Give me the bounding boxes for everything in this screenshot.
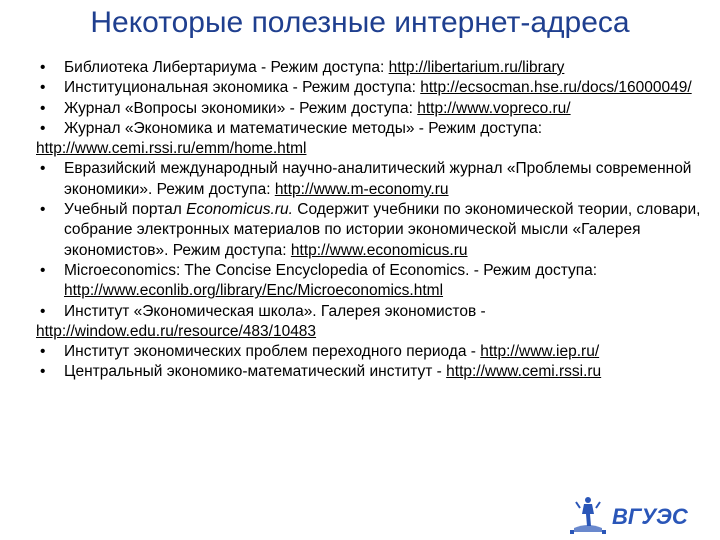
item-link[interactable]: http://www.econlib.org/library/Enc/Microeconomics.html xyxy=(64,282,444,300)
university-logo xyxy=(566,492,706,536)
bullet: • xyxy=(40,302,46,320)
item-link[interactable]: http://libertarium.ru/library xyxy=(388,59,565,76)
logo-text: ВГУЭС xyxy=(612,504,688,529)
list-item xyxy=(36,200,706,261)
bullet: • xyxy=(40,261,46,279)
list-item xyxy=(36,159,706,200)
item-text: Содержит учебники по экономической теории, словари, собрание электронных материалов по истории экономической мысли «Галерея экономистов». Режим доступа: xyxy=(64,201,701,259)
links-list xyxy=(36,58,706,383)
page-title: Некоторые полезные интернет-адреса xyxy=(90,6,630,39)
item-text: Евразийский международный научно-аналитический журнал «Проблемы современной экономики». Режим доступа: xyxy=(64,160,692,198)
list-item xyxy=(36,261,706,302)
list-item xyxy=(36,99,706,119)
bullet: • xyxy=(40,59,46,76)
item-text: Журнал «Вопросы экономики» - Режим доступа: xyxy=(64,99,418,117)
bullet: • xyxy=(40,343,46,361)
bullet: • xyxy=(40,160,46,178)
list-item xyxy=(36,342,706,362)
item-link[interactable]: http://www.cemi.rssi.ru/emm/home.html xyxy=(36,140,307,158)
bullet: • xyxy=(40,363,46,381)
item-text: Центральный экономико-математический институт - xyxy=(64,363,447,381)
item-link[interactable]: http://www.vopreco.ru/ xyxy=(417,99,571,117)
item-link[interactable]: http://www.m-economy.ru xyxy=(274,180,449,198)
item-link[interactable]: http://ecsocman.hse.ru/docs/16000049/ xyxy=(420,79,692,97)
item-text: Библиотека Либертариума - Режим доступа: xyxy=(64,59,389,76)
figure-logo-icon xyxy=(570,497,606,534)
item-text: Учебный портал xyxy=(64,201,187,219)
list-item-continuation xyxy=(36,322,706,342)
list-item-continuation xyxy=(36,139,706,159)
item-link[interactable]: http://window.edu.ru/resource/483/10483 xyxy=(36,322,317,340)
bullet: • xyxy=(40,201,46,219)
item-link[interactable]: http://www.iep.ru/ xyxy=(480,343,600,361)
item-text: Журнал «Экономика и математические методы» - Режим доступа: xyxy=(64,119,543,137)
item-text: Институт экономических проблем переходного периода - xyxy=(64,343,481,361)
list-item xyxy=(36,78,706,98)
bullet: • xyxy=(40,119,46,137)
list-item xyxy=(36,362,706,382)
item-text-emphasis: Economicus.ru. xyxy=(186,201,293,219)
item-text: Институт «Экономическая школа». Галерея экономистов - xyxy=(64,302,486,320)
item-link[interactable]: http://www.cemi.rssi.ru xyxy=(446,363,602,381)
item-text: Microeconomics: The Concise Encyclopedia of Economics. - Режим доступа: xyxy=(64,261,598,279)
item-text: Институциональная экономика - Режим доступа: xyxy=(64,79,421,97)
item-link[interactable]: http://www.economicus.ru xyxy=(290,241,468,259)
list-item xyxy=(36,302,706,322)
list-item xyxy=(36,119,706,139)
bullet: • xyxy=(40,79,46,97)
bullet: • xyxy=(40,99,46,117)
list-item xyxy=(36,58,706,78)
